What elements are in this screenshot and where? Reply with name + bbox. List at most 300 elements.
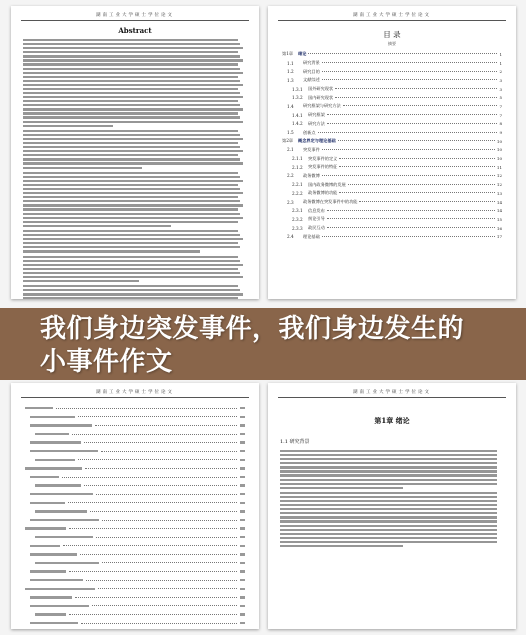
list-row-page	[240, 510, 245, 512]
text-line	[23, 204, 243, 206]
text-line	[23, 272, 240, 274]
list-row	[25, 481, 245, 490]
text-line	[280, 516, 497, 518]
text-line	[23, 43, 240, 45]
toc-dots	[327, 227, 495, 228]
toc-page-number: 2	[499, 69, 502, 75]
toc-page-number: 12	[496, 182, 502, 188]
text-line	[280, 545, 403, 547]
list-row	[25, 533, 245, 542]
text-line	[280, 537, 497, 539]
text-line	[23, 230, 238, 232]
list-row	[25, 490, 245, 499]
text-line	[280, 525, 497, 527]
list-row	[25, 602, 245, 611]
toc-label: 突发事件的特征	[308, 164, 338, 170]
toc-dots	[327, 210, 495, 211]
list-row-page	[240, 579, 245, 581]
toc-dots	[338, 140, 495, 141]
toc-label: 研究背景	[303, 60, 320, 66]
toc-row	[282, 102, 502, 111]
text-line	[280, 504, 497, 506]
toc-page-number: 11	[496, 164, 502, 170]
list-row-page	[240, 459, 245, 461]
list-row-leader	[101, 451, 237, 452]
toc-dots	[318, 132, 498, 133]
toc-row	[282, 215, 502, 224]
text-line	[23, 100, 238, 102]
toc-row	[282, 232, 502, 241]
toc-list	[282, 50, 502, 241]
text-line	[23, 260, 240, 262]
text-line	[23, 217, 243, 219]
toc-label: 舆论引导	[308, 216, 325, 222]
paragraph	[23, 172, 247, 227]
toc-label: 创新点	[303, 129, 316, 135]
toc-subtitle: 摘要	[388, 41, 396, 46]
text-line	[23, 256, 238, 258]
page-header: 湖南工业大学硕士学位论文	[21, 389, 249, 398]
list-row	[25, 507, 245, 516]
text-line	[23, 167, 142, 169]
text-line	[23, 172, 238, 174]
text-line	[23, 276, 243, 278]
list-row-label	[35, 536, 93, 538]
list-row-page	[240, 605, 245, 607]
text-line	[23, 55, 240, 57]
list-row-leader	[86, 580, 237, 581]
text-line	[23, 268, 238, 270]
toc-title: 目 录	[383, 30, 401, 39]
toc-number: 1.4	[287, 103, 294, 109]
toc-label: 政务微博	[303, 172, 320, 178]
list-row-label	[30, 519, 99, 521]
list-row	[25, 593, 245, 602]
toc-label: 理论基础	[303, 233, 320, 239]
toc-number: 2.1.1	[292, 156, 303, 162]
list-row-label	[30, 545, 60, 547]
text-line	[280, 496, 497, 498]
toc-dots	[327, 114, 498, 115]
text-line	[23, 130, 238, 132]
toc-row	[282, 59, 502, 68]
list-row	[25, 610, 245, 619]
list-row-leader	[68, 502, 237, 503]
text-line	[23, 108, 243, 110]
list-row-label	[30, 441, 81, 443]
text-line	[23, 162, 243, 164]
list-row-leader	[95, 425, 237, 426]
list-row-page	[240, 450, 245, 452]
text-line	[23, 154, 238, 156]
list-row-leader	[102, 520, 237, 521]
toc-number: 1.3	[287, 77, 294, 83]
toc-page-number: 12	[496, 173, 502, 179]
text-line	[280, 462, 497, 464]
list-row-leader	[102, 562, 237, 563]
text-line	[23, 289, 240, 291]
list-row-leader	[96, 494, 237, 495]
chapter-page	[268, 383, 516, 629]
list-row-leader	[62, 477, 237, 478]
text-line	[280, 470, 497, 472]
text-line	[23, 88, 238, 90]
list-row-label	[35, 613, 66, 615]
toc-dots	[322, 62, 498, 63]
abstract-page	[11, 6, 259, 299]
list-row-label	[30, 450, 98, 452]
list-row-label	[35, 433, 69, 435]
section-title: 1.1 研究背景	[280, 439, 310, 445]
list-row-leader	[81, 623, 237, 624]
toc-number: 2.2.2	[292, 190, 303, 196]
text-line	[280, 520, 497, 522]
toc-page-number: 9	[499, 130, 502, 136]
toc-row	[282, 224, 502, 233]
page-header: 湖南工业大学硕士学位论文	[278, 12, 506, 21]
toc-label: 研究框架与研究方法	[303, 103, 341, 109]
paragraph	[23, 256, 247, 283]
toc-number: 2.1.2	[292, 164, 303, 170]
text-line	[280, 466, 497, 468]
list-row-page	[240, 622, 245, 624]
toc-row	[282, 154, 502, 163]
toc-dots	[335, 97, 497, 98]
list-row-page	[240, 536, 245, 538]
toc-dots	[339, 166, 495, 167]
list-row-label	[30, 596, 72, 598]
list-row-page	[240, 570, 245, 572]
list-row	[25, 473, 245, 482]
list-row-leader	[78, 459, 237, 460]
list-row-label	[30, 553, 77, 555]
toc-dots	[322, 71, 498, 72]
toc-page-number: 1	[499, 60, 502, 66]
text-line	[23, 112, 238, 114]
toc-label: 文献综述	[303, 77, 320, 83]
list-body	[25, 404, 245, 629]
text-line	[23, 80, 240, 82]
toc-page-number: 10	[496, 138, 502, 144]
text-line	[23, 242, 238, 244]
abstract-body	[11, 39, 259, 299]
toc-label: 突发事件的定义	[308, 155, 338, 161]
toc-number: 1.3.1	[292, 86, 303, 92]
toc-row	[282, 120, 502, 129]
toc-number: 2.2	[287, 173, 294, 179]
list-row	[25, 447, 245, 456]
list-row-leader	[75, 597, 237, 598]
toc-dots	[308, 53, 497, 54]
text-line	[23, 234, 240, 236]
toc-row	[282, 206, 502, 215]
list-row-leader	[80, 554, 237, 555]
text-line	[23, 150, 243, 152]
toc-page-number: 14	[496, 208, 502, 214]
toc-number: 第2章	[282, 138, 294, 144]
toc-number: 1.4.2	[292, 121, 303, 127]
text-line	[23, 293, 243, 295]
list-row-label	[30, 579, 83, 581]
text-line	[23, 285, 238, 287]
toc-label: 信息发布	[308, 207, 325, 213]
text-line	[280, 512, 497, 514]
text-line	[23, 200, 240, 202]
paragraph	[23, 230, 247, 253]
list-row-label	[30, 622, 78, 624]
list-row	[25, 576, 245, 585]
list-row	[25, 404, 245, 413]
list-row-label	[30, 493, 93, 495]
list-row-page	[240, 484, 245, 486]
toc-dots	[348, 184, 495, 185]
text-line	[23, 146, 240, 148]
list-row-leader	[92, 605, 237, 606]
list-row-page	[240, 416, 245, 418]
toc-label: 突发事件	[303, 146, 320, 152]
toc-label: 政民互动	[308, 225, 325, 231]
list-row	[25, 524, 245, 533]
list-row-leader	[90, 511, 237, 512]
page-header: 湖南工业大学硕士学位论文	[21, 12, 249, 21]
text-line	[23, 116, 240, 118]
toc-row	[282, 111, 502, 120]
text-line	[23, 246, 240, 248]
toc-row	[282, 85, 502, 94]
list-row-leader	[69, 614, 237, 615]
toc-row	[282, 76, 502, 85]
list-row-page	[240, 553, 245, 555]
toc-row	[282, 93, 502, 102]
text-line	[23, 47, 243, 49]
toc-dots	[322, 175, 495, 176]
text-line	[23, 39, 238, 41]
text-line	[23, 280, 139, 282]
list-row	[25, 542, 245, 551]
list-row	[25, 430, 245, 439]
toc-row	[282, 128, 502, 137]
list-row-leader	[96, 537, 237, 538]
toc-dots	[359, 201, 494, 202]
list-row-page	[240, 407, 245, 409]
list-row-leader	[69, 571, 237, 572]
text-line	[23, 213, 240, 215]
toc-page-number: 10	[496, 156, 502, 162]
text-line	[23, 180, 243, 182]
list-row-label	[35, 459, 75, 461]
list-row-page	[240, 441, 245, 443]
toc-number: 2.3.1	[292, 208, 303, 214]
text-line	[280, 450, 497, 452]
toc-page-number: 3	[499, 77, 502, 83]
list-row-label	[30, 476, 59, 478]
list-row-leader	[78, 416, 237, 417]
toc-number: 2.2.1	[292, 182, 303, 188]
text-line	[23, 264, 243, 266]
text-line	[23, 63, 238, 65]
text-line	[23, 134, 240, 136]
list-row-label	[30, 502, 65, 504]
toc-page-number: 1	[499, 51, 502, 57]
toc-row	[282, 67, 502, 76]
text-line	[280, 474, 497, 476]
text-line	[23, 104, 240, 106]
list-row-page	[240, 467, 245, 469]
toc-number: 1.2	[287, 69, 294, 75]
toc-label: 绪论	[298, 51, 307, 57]
list-row-label	[35, 510, 87, 512]
toc-label: 政务微博的功能	[308, 190, 338, 196]
text-line	[23, 250, 200, 252]
list-row	[25, 567, 245, 576]
toc-label: 研究方法	[308, 120, 325, 126]
toc-label: 国内研究现状	[308, 94, 334, 100]
text-line	[23, 125, 113, 127]
paragraph	[23, 285, 247, 299]
list-row-page	[240, 613, 245, 615]
paragraph	[280, 450, 504, 489]
text-line	[23, 59, 243, 61]
list-row-label	[30, 570, 66, 572]
toc-row	[282, 172, 502, 181]
list-row-page	[240, 527, 245, 529]
list-row	[25, 584, 245, 593]
toc-page-number: 7	[499, 103, 502, 109]
toc-page-number: 16	[496, 225, 502, 231]
list-row-page	[240, 562, 245, 564]
text-line	[23, 184, 238, 186]
list-row-leader	[63, 545, 237, 546]
text-line	[23, 121, 243, 123]
toc-page-number: 7	[499, 112, 502, 118]
toc-page-number: 17	[496, 234, 502, 240]
chapter-title: 第1章 绪论	[374, 416, 410, 425]
list-row-leader	[69, 528, 237, 529]
text-line	[23, 84, 243, 86]
list-row-page	[240, 588, 245, 590]
text-line	[23, 238, 243, 240]
chapter-body	[268, 450, 516, 547]
toc-number: 2.1	[287, 147, 294, 153]
toc-page-number: 8	[499, 121, 502, 127]
text-line	[280, 500, 497, 502]
text-line	[23, 188, 240, 190]
list-row-label	[25, 588, 95, 590]
banner-title: 我们身边突发事件，我们身边发生的小事件作文	[40, 314, 465, 377]
list-row-leader	[72, 434, 237, 435]
toc-label: 国外研究现状	[308, 86, 334, 92]
text-line	[23, 176, 240, 178]
text-line	[23, 142, 238, 144]
toc-page-number: 10	[496, 147, 502, 153]
list-row-leader	[85, 468, 237, 469]
toc-row	[282, 50, 502, 59]
list-row-page	[240, 502, 245, 504]
text-line	[280, 487, 403, 489]
paragraph	[23, 39, 247, 127]
toc-page-number: 3	[499, 86, 502, 92]
toc-number: 2.4	[287, 234, 294, 240]
text-line	[23, 96, 243, 98]
list-row-leader	[56, 408, 237, 409]
list-row-label	[35, 484, 81, 486]
list-row-label	[35, 562, 99, 564]
text-line	[280, 533, 497, 535]
text-line	[23, 92, 240, 94]
list-page	[11, 383, 259, 629]
text-line	[23, 51, 238, 53]
list-row	[25, 464, 245, 473]
toc-label: 国内政务微博的发展	[308, 181, 346, 187]
abstract-title: Abstract	[118, 26, 152, 35]
toc-number: 1.3.2	[292, 95, 303, 101]
toc-row	[282, 198, 502, 207]
list-row-label	[30, 424, 92, 426]
text-line	[23, 297, 238, 299]
list-row-label	[25, 407, 53, 409]
text-line	[23, 138, 243, 140]
toc-number: 第1章	[282, 51, 294, 57]
list-row-page	[240, 519, 245, 521]
toc-row	[282, 146, 502, 155]
text-line	[23, 192, 243, 194]
toc-row	[282, 189, 502, 198]
list-row	[25, 627, 245, 629]
toc-number: 1.1	[287, 60, 294, 66]
text-line	[23, 72, 243, 74]
text-line	[280, 508, 497, 510]
list-row-page	[240, 433, 245, 435]
toc-dots	[322, 79, 498, 80]
toc-dots	[327, 218, 495, 219]
list-row-page	[240, 596, 245, 598]
toc-label: 政务微博在突发事件中的功能	[303, 199, 358, 205]
toc-number: 1.5	[287, 130, 294, 136]
list-row	[25, 438, 245, 447]
toc-dots	[339, 158, 495, 159]
text-line	[280, 454, 497, 456]
toc-page	[268, 6, 516, 299]
toc-dots	[327, 123, 498, 124]
toc-label: 研究框架	[308, 112, 325, 118]
list-row	[25, 559, 245, 568]
text-line	[23, 225, 171, 227]
list-row-label	[30, 605, 89, 607]
list-row-leader	[84, 485, 237, 486]
toc-number: 2.3	[287, 199, 294, 205]
list-row	[25, 550, 245, 559]
text-line	[280, 492, 497, 494]
toc-row	[282, 180, 502, 189]
text-line	[280, 541, 497, 543]
toc-label: 概念界定与理论基础	[298, 138, 336, 144]
toc-dots	[339, 192, 495, 193]
toc-page-number: 13	[496, 190, 502, 196]
paragraph	[23, 130, 247, 169]
toc-number: 2.3.3	[292, 225, 303, 231]
text-line	[23, 68, 240, 70]
text-line	[280, 458, 497, 460]
toc-label: 研究目的	[303, 68, 320, 74]
text-line	[280, 483, 497, 485]
list-row	[25, 516, 245, 525]
text-line	[23, 196, 238, 198]
text-line	[23, 208, 238, 210]
list-row-leader	[84, 442, 237, 443]
toc-page-number: 5	[499, 95, 502, 101]
toc-dots	[322, 236, 495, 237]
list-row	[25, 413, 245, 422]
